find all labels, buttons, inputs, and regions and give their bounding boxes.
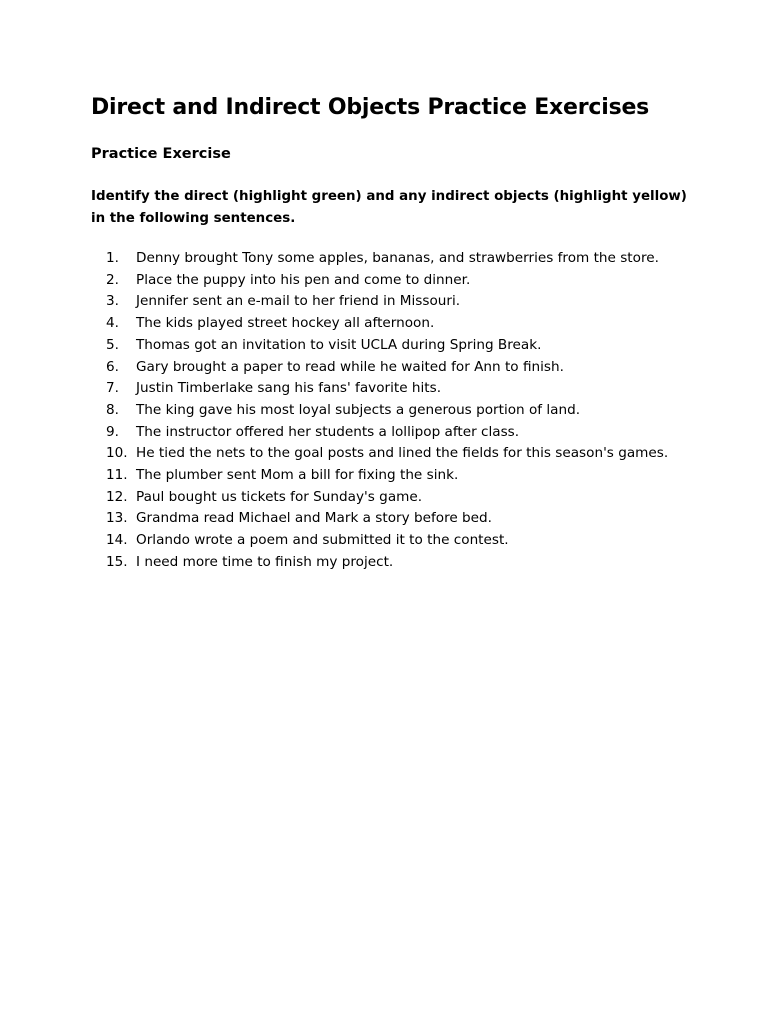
item-number: 9. (106, 423, 119, 440)
item-number: 6. (106, 358, 119, 375)
item-number: 4. (106, 315, 119, 332)
item-text: The instructor offered her students a lollipop after class. (136, 423, 520, 440)
list-item (106, 400, 686, 422)
item-number: 15. (106, 553, 128, 570)
list-item (106, 313, 686, 335)
item-text: Paul bought us tickets for Sunday's game. (136, 488, 423, 505)
item-text: Orlando wrote a poem and submitted it to the contest. (136, 532, 509, 549)
item-text: I need more time to finish my project. (136, 553, 394, 570)
item-text: Jennifer sent an e-mail to her friend in Missouri. (136, 293, 461, 310)
item-text: The plumber sent Mom a bill for fixing the sink. (136, 467, 459, 484)
item-number: 2. (106, 271, 119, 288)
item-number: 7. (106, 380, 119, 397)
list-item (106, 443, 686, 465)
item-text: Gary brought a paper to read while he waited for Ann to finish. (136, 358, 564, 375)
item-number: 8. (106, 401, 119, 418)
item-text: The kids played street hockey all afternoon. (136, 315, 435, 332)
item-number: 12. (106, 488, 128, 505)
list-item (106, 465, 686, 487)
item-text: Grandma read Michael and Mark a story before bed. (136, 510, 492, 527)
list-item (106, 291, 686, 313)
list-item (106, 422, 686, 444)
list-item (106, 530, 686, 552)
item-number: 10. (106, 445, 128, 462)
item-text: Denny brought Tony some apples, bananas, and strawberries from the store. (136, 250, 659, 266)
list-item (106, 270, 686, 292)
list-item (106, 487, 686, 509)
list-item (106, 248, 686, 270)
item-number: 1. (106, 250, 119, 266)
item-number: 13. (106, 510, 128, 527)
item-number: 3. (106, 293, 119, 310)
section-heading: Practice Exercise (91, 146, 231, 162)
item-text: The king gave his most loyal subjects a generous portion of land. (136, 401, 581, 418)
exercise-list (106, 248, 686, 574)
list-item (106, 357, 686, 379)
item-text: Place the puppy into his pen and come to dinner. (136, 271, 471, 288)
item-text: He tied the nets to the goal posts and lined the fields for this season's games. (136, 445, 669, 462)
list-item (106, 378, 686, 400)
instructions-text: Identify the direct (highlight green) and any indirect objects (highlight yellow) in the following sentences. (91, 189, 687, 226)
item-text: Thomas got an invitation to visit UCLA during Spring Break. (136, 336, 542, 353)
list-item (106, 552, 686, 574)
item-number: 11. (106, 467, 128, 484)
item-text: Justin Timberlake sang his fans' favorite hits. (136, 380, 442, 397)
list-item (106, 508, 686, 530)
item-number: 5. (106, 336, 119, 353)
page-title: Direct and Indirect Objects Practice Exercises (91, 95, 650, 120)
item-number: 14. (106, 532, 128, 549)
list-item (106, 335, 686, 357)
